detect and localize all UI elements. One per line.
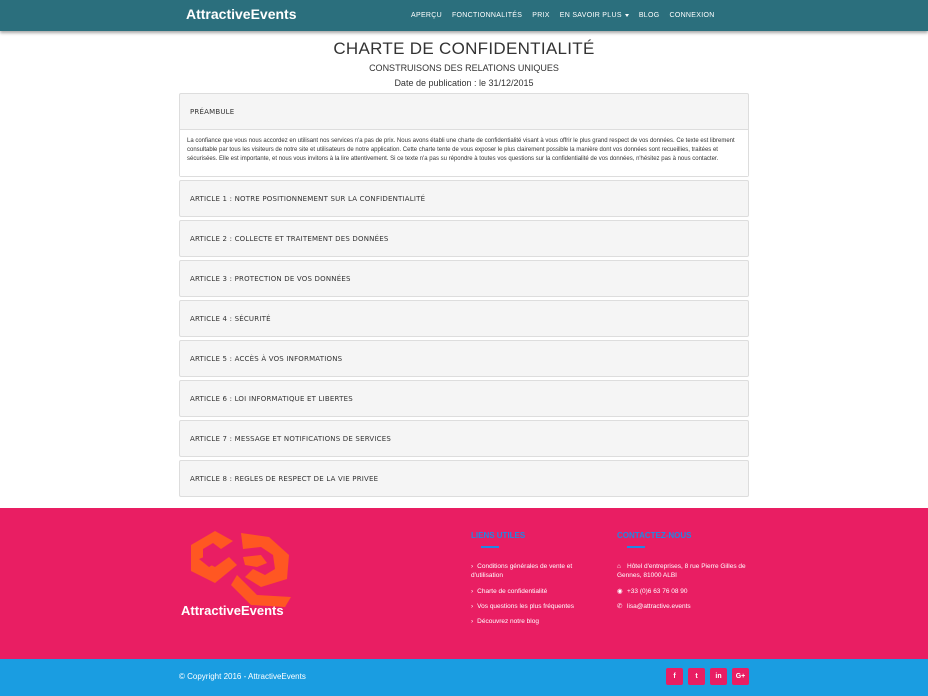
chevron-right-icon: › bbox=[471, 603, 474, 610]
panel-article-3 bbox=[179, 260, 749, 297]
publication-date: Date de publication : le 31/12/2015 bbox=[394, 78, 534, 88]
contact-phone-text: +33 (0)6 63 76 08 90 bbox=[627, 588, 688, 595]
panel-heading-article-6[interactable]: ARTICLE 6 : LOI INFORMATIQUE ET LIBERTES bbox=[190, 394, 353, 403]
contact-email[interactable] bbox=[617, 602, 691, 611]
panel-heading-article-8[interactable]: ARTICLE 8 : REGLES DE RESPECT DE LA VIE PRIVEE bbox=[190, 474, 379, 483]
panel-heading-article-4[interactable]: ARTICLE 4 : SÉCURITÉ bbox=[190, 314, 271, 323]
panel-heading-article-7[interactable]: ARTICLE 7 : MESSAGE ET NOTIFICATIONS DE SERVICES bbox=[190, 434, 391, 443]
panel-heading-article-3[interactable]: ARTICLE 3 : PROTECTION DE VOS DONNÉES bbox=[190, 274, 351, 283]
page-title: CHARTE DE CONFIDENTIALITÉ bbox=[333, 39, 595, 58]
panel-article-2 bbox=[179, 220, 749, 257]
panel-article-6 bbox=[179, 380, 749, 417]
phone-icon: ✆ bbox=[617, 603, 623, 610]
panel-heading-preamble[interactable]: PRÉAMBULE bbox=[190, 107, 235, 116]
footer-link-blog-label: Découvrez notre blog bbox=[477, 618, 539, 625]
twitter-icon[interactable]: t bbox=[688, 668, 705, 685]
footer-link-cgv-label: Conditions générales de vente et d'utilisation bbox=[471, 563, 573, 579]
privacy-accordion bbox=[179, 93, 749, 500]
top-navbar bbox=[0, 0, 928, 31]
footer-link-privacy[interactable] bbox=[471, 587, 547, 596]
brand-logo[interactable]: AttractiveEvents bbox=[186, 6, 297, 22]
useful-links-title: LIENS UTILES bbox=[471, 531, 526, 540]
chevron-down-icon bbox=[625, 14, 629, 17]
google-plus-icon[interactable]: G+ bbox=[732, 668, 749, 685]
main-nav bbox=[406, 0, 720, 31]
footer-link-faq[interactable] bbox=[471, 602, 574, 611]
nav-en-savoir-plus[interactable] bbox=[555, 12, 634, 19]
contact-email-text: lisa@attractive.events bbox=[627, 603, 691, 610]
nav-apercu[interactable]: APERÇU bbox=[411, 12, 442, 19]
footer-link-privacy-label: Charte de confidentialité bbox=[477, 588, 548, 595]
bottom-bar bbox=[0, 659, 928, 696]
footer-link-cgv[interactable] bbox=[471, 562, 591, 580]
facebook-icon[interactable]: f bbox=[666, 668, 683, 685]
panel-preamble bbox=[179, 93, 749, 177]
linkedin-icon[interactable]: in bbox=[710, 668, 727, 685]
home-icon: ⌂ bbox=[617, 563, 621, 570]
nav-fonctionnalites[interactable]: FONCTIONNALITÉS bbox=[451, 12, 523, 19]
footer bbox=[0, 508, 928, 659]
nav-blog[interactable]: BLOG bbox=[638, 12, 660, 19]
contact-title: CONTACTEZ-NOUS bbox=[617, 531, 692, 540]
footer-brand: AttractiveEvents bbox=[181, 603, 284, 618]
panel-article-4 bbox=[179, 300, 749, 337]
preamble-body: La confiance que vous nous accordez en utilisant nos services n'a pas de prix. Nous avons établi une charte de confidentialité visant à vous offrir le plus grand respect de vos données. Ce texte est librement consultable par tous les visiteurs de notre site et utilisateurs de notre application. Cette charte tente de vous exposer le plus clairement possible la manière dont vos données sont recueillies, traitées et sécurisées. Elle est importante, et nous vous invitons à la lire attentivement. Si ce texte n'a pas su répondre à toutes vos questions sur la confidentialité de vos données, n'hésitez pas à nous contacter. bbox=[180, 129, 748, 176]
panel-article-7 bbox=[179, 420, 749, 457]
mobile-icon: ◉ bbox=[617, 588, 623, 595]
nav-prix[interactable]: PRIX bbox=[532, 12, 550, 19]
nav-en-savoir-plus-label: EN SAVOIR PLUS bbox=[559, 12, 622, 19]
page-subtitle: CONSTRUISONS DES RELATIONS UNIQUES bbox=[369, 63, 559, 73]
contact-underline bbox=[627, 546, 645, 548]
contact-phone bbox=[617, 587, 688, 596]
contact-address bbox=[617, 562, 752, 580]
panel-heading-article-5[interactable]: ARTICLE 5 : ACCÈS À VOS INFORMATIONS bbox=[190, 354, 343, 363]
panel-article-5 bbox=[179, 340, 749, 377]
useful-links-underline bbox=[481, 546, 499, 548]
footer-link-blog[interactable] bbox=[471, 617, 539, 626]
footer-link-faq-label: Vos questions les plus fréquentes bbox=[477, 603, 575, 610]
nav-connexion[interactable]: CONNEXION bbox=[669, 12, 715, 19]
contact-address-text: Hôtel d'entreprises, 8 rue Pierre Gilles de Gennes, 81000 ALBI bbox=[617, 563, 746, 579]
chevron-right-icon: › bbox=[471, 618, 474, 625]
panel-heading-article-1[interactable]: ARTICLE 1 : NOTRE POSITIONNEMENT SUR LA CONFIDENTIALITÉ bbox=[190, 194, 426, 203]
copyright: © Copyright 2016 - AttractiveEvents bbox=[179, 672, 306, 681]
panel-article-8 bbox=[179, 460, 749, 497]
panel-heading-article-2[interactable]: ARTICLE 2 : COLLECTE ET TRAITEMENT DES DONNÉES bbox=[190, 234, 389, 243]
chevron-right-icon: › bbox=[471, 588, 474, 595]
panel-article-1 bbox=[179, 180, 749, 217]
chevron-right-icon: › bbox=[471, 563, 474, 570]
